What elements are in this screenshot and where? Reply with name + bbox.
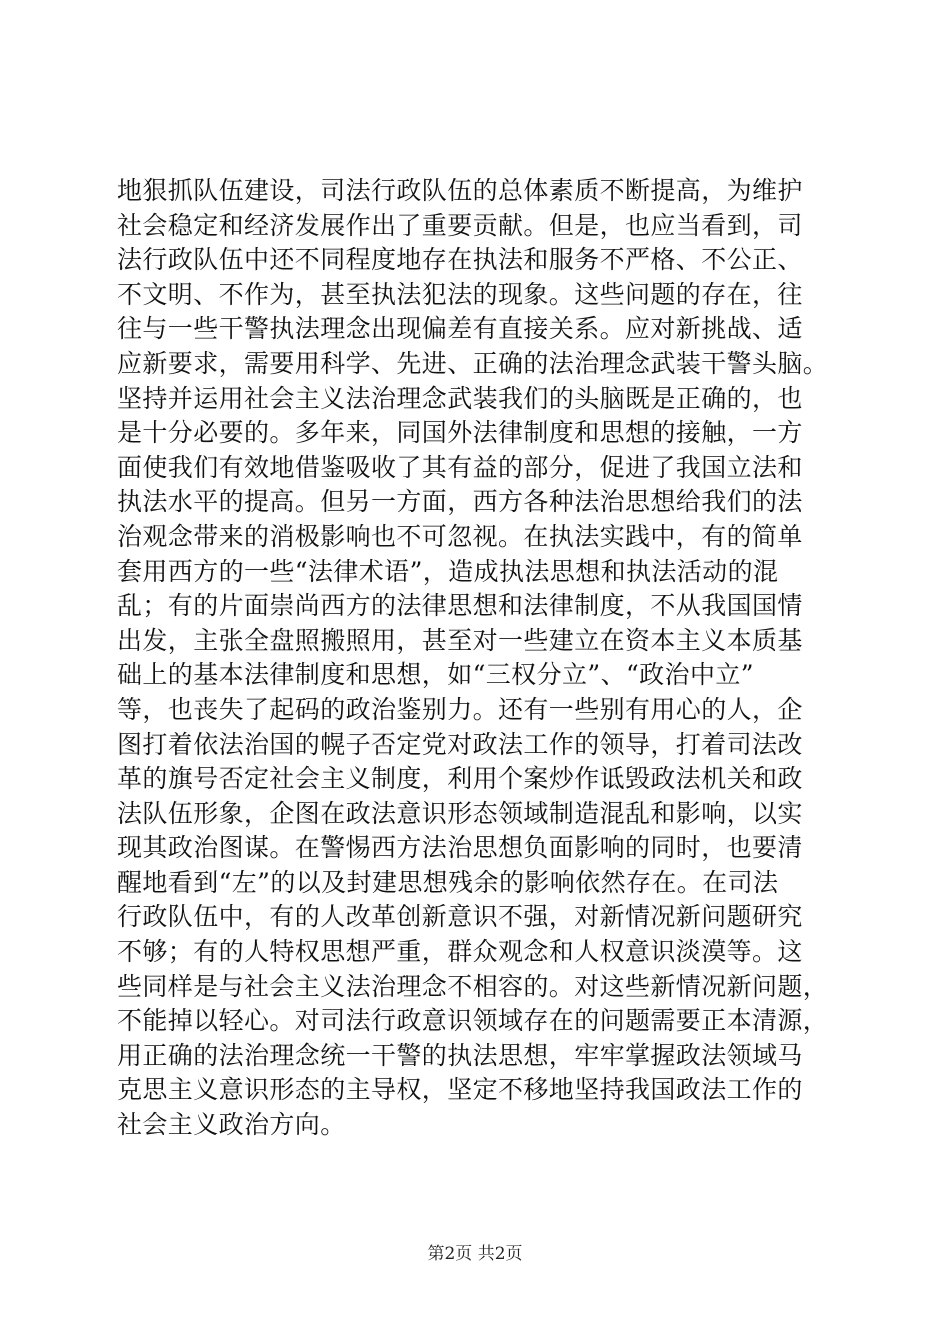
text-line: 乱；有的片面崇尚西方的法律思想和法律制度，不从我国国情 [117,591,803,621]
text-line: 用正确的法治理念统一干警的执法思想，牢牢掌握政法领域马 [117,1040,803,1070]
text-line: 往与一些干警执法理念出现偏差有直接关系。应对新挑战、适 [117,314,803,344]
text-line: 克思主义意识形态的主导权，坚定不移地坚持我国政法工作的 [117,1075,803,1105]
text-line: 现其政治图谋。在警惕西方法治思想负面影响的同时，也要清 [117,833,803,863]
text-line: 治观念带来的消极影响也不可忽视。在执法实践中，有的简单 [117,521,803,551]
text-line: 应新要求，需要用科学、先进、正确的法治理念武装干警头脑。 [117,348,829,378]
text-line: 社会主义政治方向。 [117,1110,346,1140]
text-line: 行政队伍中，有的人改革创新意识不强，对新情况新问题研究 [117,902,803,932]
text-line: 础上的基本法律制度和思想，如“三权分立”、“政治中立” [117,660,754,690]
text-line: 不够；有的人特权思想严重，群众观念和人权意识淡漠等。这 [117,937,803,967]
body-paragraph [117,174,837,1143]
text-line: 醒地看到“左”的以及封建思想残余的影响依然存在。在司法 [117,867,779,897]
text-line: 法队伍形象，企图在政法意识形态领域制造混乱和影响，以实 [117,798,803,828]
text-line: 图打着依法治国的幌子否定党对政法工作的领导，打着司法改 [117,729,803,759]
text-line: 地狠抓队伍建设，司法行政队伍的总体素质不断提高，为维护 [117,176,803,205]
text-line: 坚持并运用社会主义法治理念武装我们的头脑既是正确的，也 [117,383,803,413]
text-line: 不文明、不作为，甚至执法犯法的现象。这些问题的存在，往 [117,279,803,309]
text-line: 等，也丧失了起码的政治鉴别力。还有一些别有用心的人，企 [117,694,803,724]
text-line: 是十分必要的。多年来，同国外法律制度和思想的接触，一方 [117,418,803,448]
text-line: 法行政队伍中还不同程度地存在执法和服务不严格、不公正、 [117,245,803,275]
text-line: 执法水平的提高。但另一方面，西方各种法治思想给我们的法 [117,487,803,517]
text-line: 出发，主张全盘照搬照用，甚至对一些建立在资本主义本质基 [117,625,803,655]
text-line: 社会稳定和经济发展作出了重要贡献。但是，也应当看到，司 [117,210,803,240]
text-line: 套用西方的一些“法律术语”，造成执法思想和执法活动的混 [117,556,779,586]
text-line: 些同样是与社会主义法治理念不相容的。对这些新情况新问题， [117,971,829,1001]
text-line: 革的旗号否定社会主义制度，利用个案炒作诋毁政法机关和政 [117,764,803,794]
text-line: 面使我们有效地借鉴吸收了其有益的部分，促进了我国立法和 [117,452,803,482]
page-number-footer: 第2页 共2页 [427,1244,523,1264]
text-line: 不能掉以轻心。对司法行政意识领域存在的问题需要正本清源， [117,1006,829,1036]
